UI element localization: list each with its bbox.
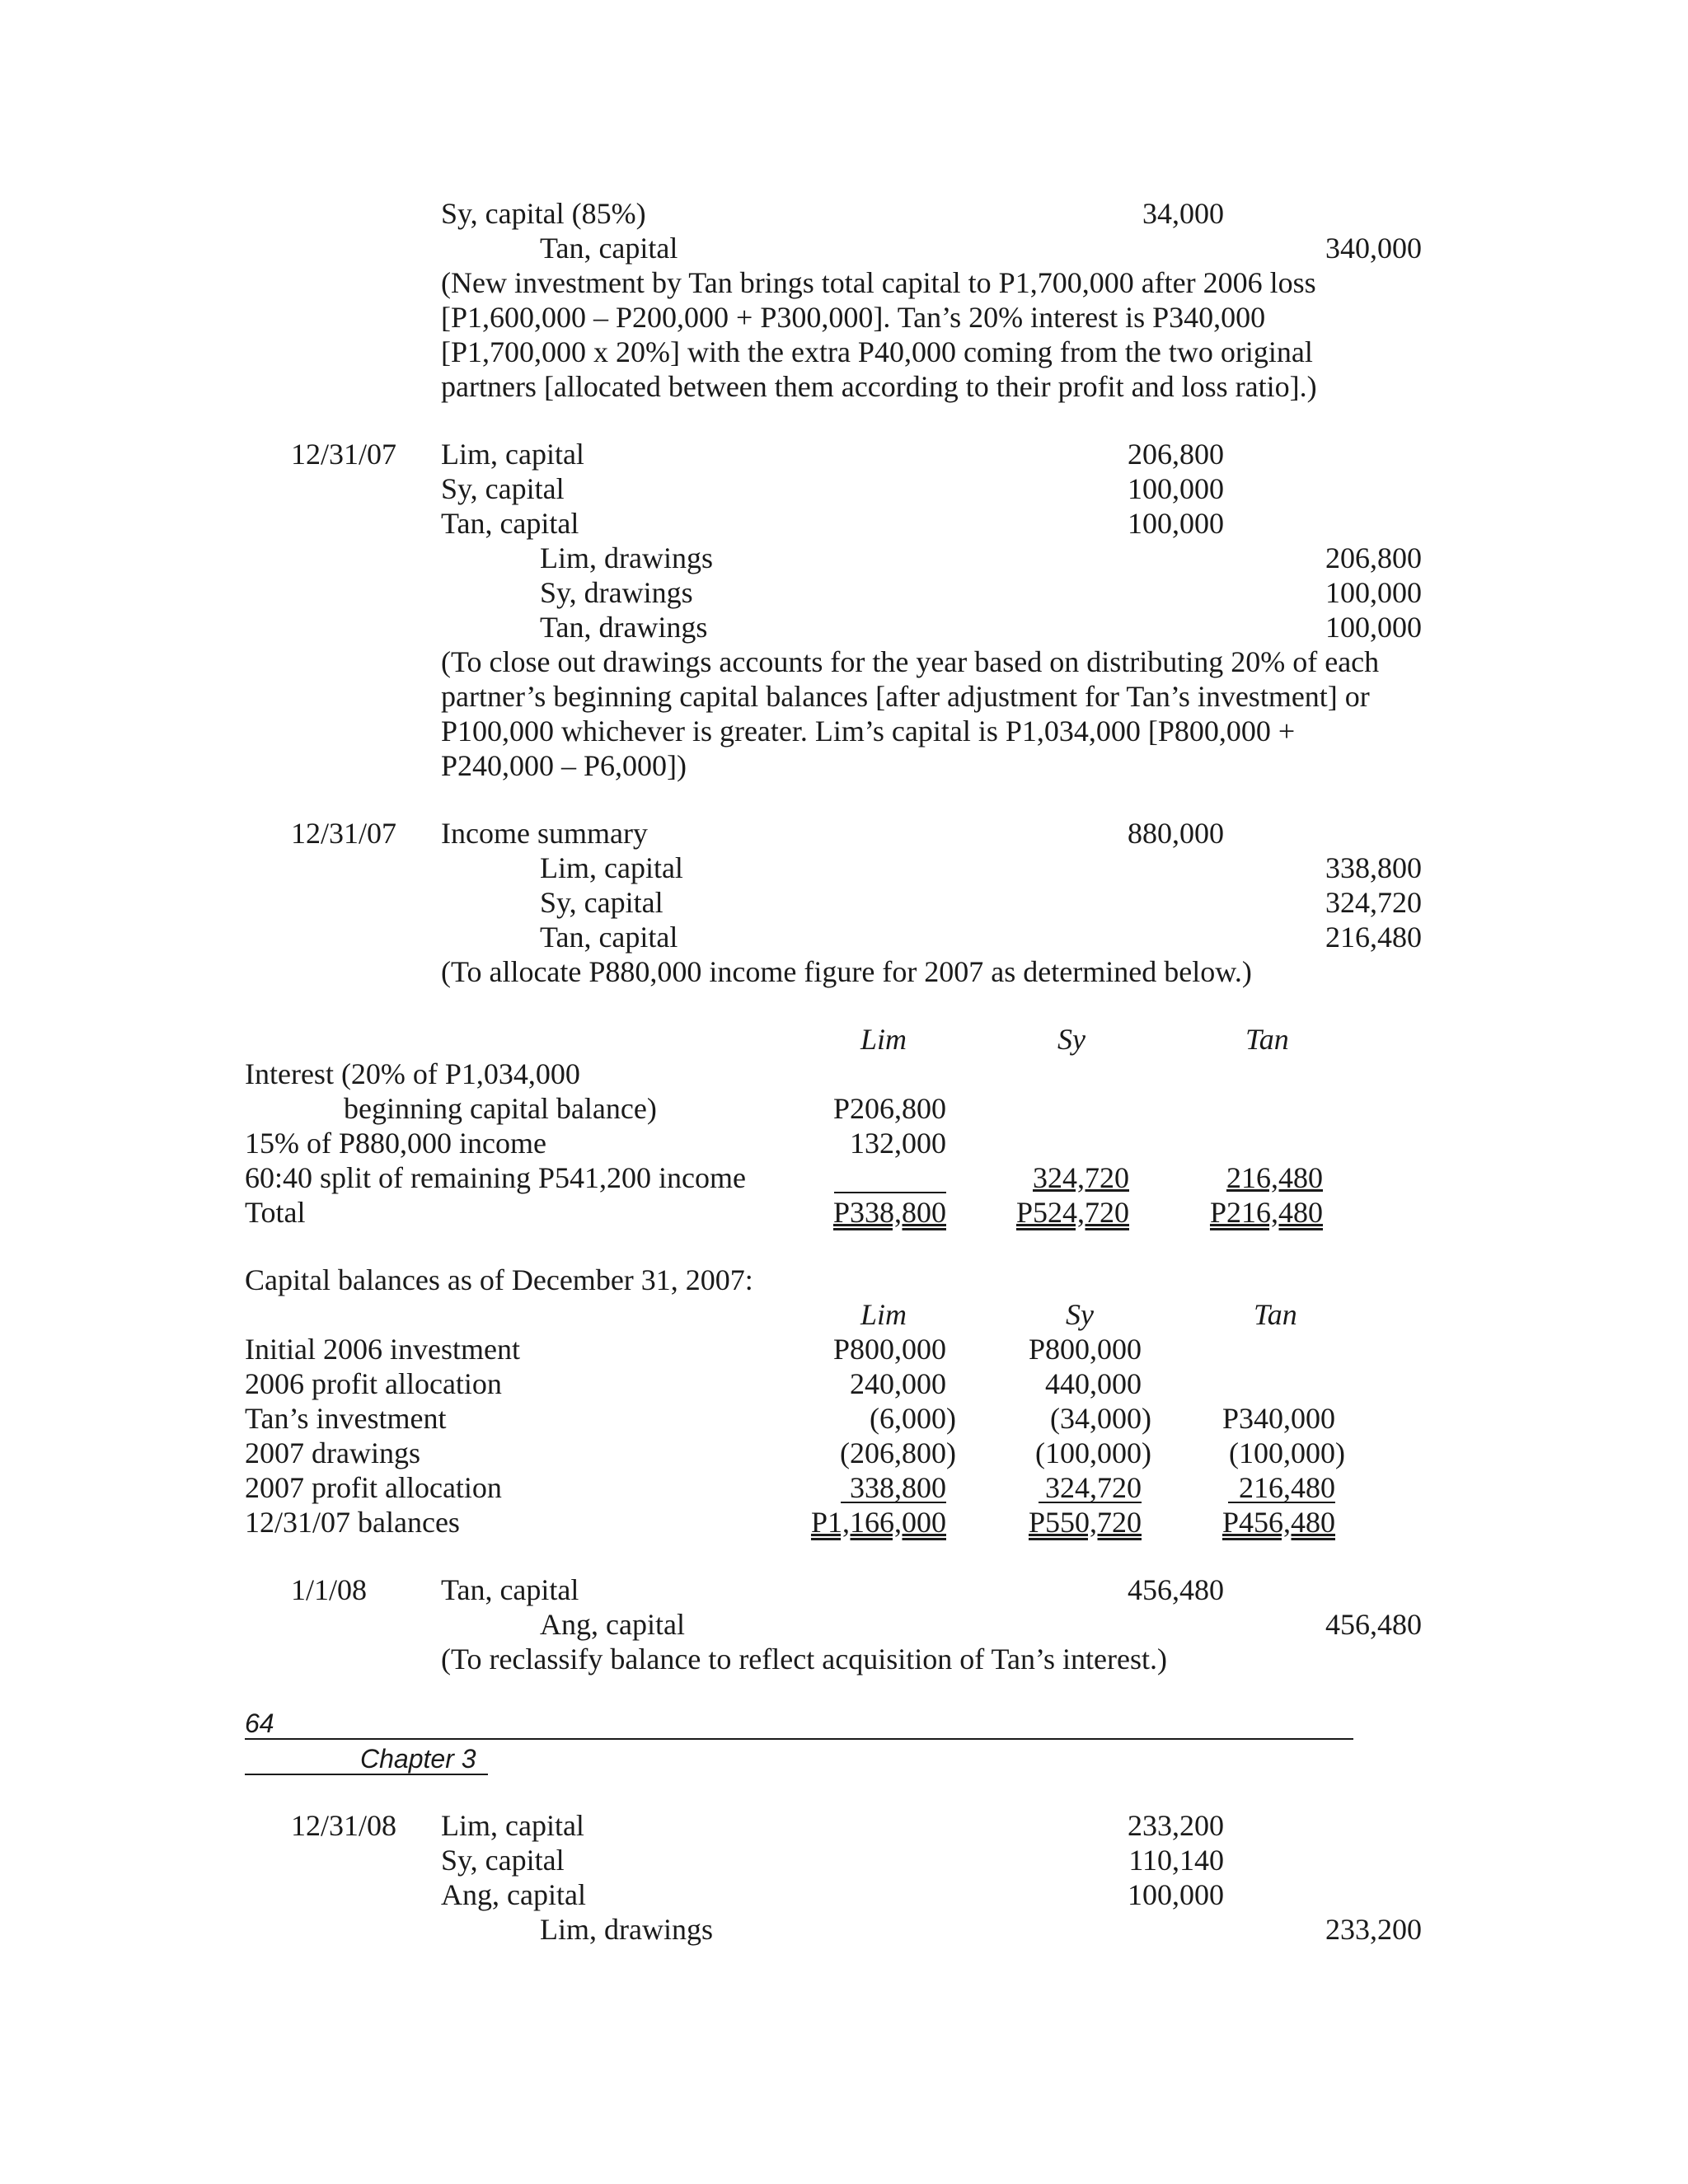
cell-sy: 324,720 (1033, 1161, 1129, 1194)
column-header-sy: Sy (1057, 1023, 1085, 1056)
account-name: Sy, capital (540, 886, 663, 919)
account-name: Ang, capital (441, 1878, 586, 1911)
cell-sy-total: P524,720 (1015, 1196, 1129, 1229)
credit-amount: 340,000 (1325, 232, 1422, 265)
cell-tan: 216,480 (1239, 1471, 1335, 1504)
account-name: Lim, drawings (540, 1913, 713, 1946)
debit-amount: 880,000 (1128, 817, 1224, 850)
row-label: Total (245, 1196, 306, 1229)
account-name: Tan, drawings (540, 611, 708, 644)
credit-amount: 233,200 (1325, 1913, 1422, 1946)
account-name: Lim, capital (441, 438, 584, 471)
account-name: Sy, capital (441, 1844, 565, 1877)
cell-sy: P800,000 (1028, 1333, 1142, 1366)
account-name: Tan, capital (540, 921, 678, 954)
debit-amount: 100,000 (1128, 1878, 1224, 1911)
column-header-tan: Tan (1254, 1298, 1297, 1331)
account-name: Income summary (441, 817, 648, 850)
cell-sy-total: P550,720 (1028, 1506, 1142, 1539)
cell-lim: (206,800) (840, 1436, 956, 1469)
column-header-tan: Tan (1245, 1023, 1289, 1056)
credit-amount: 206,800 (1325, 541, 1422, 574)
entry-note: [P1,700,000 x 20%] with the extra P40,000 coming from the two original (441, 335, 1313, 368)
cell-lim: 132,000 (850, 1127, 946, 1160)
entry-note: [P1,600,000 – P200,000 + P300,000]. Tan’s 20% interest is P340,000 (441, 301, 1266, 334)
debit-amount: 456,480 (1128, 1573, 1224, 1606)
cell-lim: (6,000) (870, 1402, 956, 1435)
debit-amount: 100,000 (1128, 507, 1224, 540)
page-number: 64 (245, 1708, 274, 1738)
account-name: Sy, drawings (540, 576, 693, 609)
cell-lim: 338,800 (850, 1471, 946, 1504)
column-header-sy: Sy (1066, 1298, 1094, 1331)
credit-amount: 324,720 (1325, 886, 1422, 919)
cell-lim: P800,000 (832, 1333, 946, 1366)
divider (245, 1738, 1353, 1740)
entry-note: partners [allocated between them according to their profit and loss ratio].) (441, 370, 1317, 403)
credit-amount: 456,480 (1325, 1608, 1422, 1641)
account-name: Lim, capital (441, 1809, 584, 1842)
entry-note: partner’s beginning capital balances [after adjustment for Tan’s investment] or (441, 680, 1370, 713)
cell-tan-total: P216,480 (1209, 1196, 1323, 1229)
column-header-lim: Lim (860, 1023, 907, 1056)
credit-amount: 100,000 (1325, 611, 1422, 644)
debit-amount: 34,000 (1142, 197, 1224, 230)
entry-date: 1/1/08 (291, 1573, 368, 1606)
cell-tan: 216,480 (1226, 1161, 1323, 1194)
account-name: Tan, capital (441, 1573, 579, 1606)
account-name: Sy, capital (441, 472, 565, 505)
row-label: beginning capital balance) (344, 1092, 657, 1125)
cell-lim: 240,000 (850, 1367, 946, 1400)
credit-amount: 216,480 (1325, 921, 1422, 954)
cell-sy: (34,000) (1050, 1402, 1151, 1435)
cell-sy: 440,000 (1045, 1367, 1142, 1400)
cell-tan-total: P456,480 (1221, 1506, 1335, 1539)
cell-lim-total: P338,800 (832, 1196, 946, 1229)
table-title: Capital balances as of December 31, 2007: (245, 1263, 753, 1296)
entry-note: (New investment by Tan brings total capital to P1,700,000 after 2006 loss (441, 266, 1316, 299)
account-name: Tan, capital (540, 232, 678, 265)
row-label: 2007 profit allocation (245, 1471, 502, 1504)
divider (245, 1774, 488, 1775)
entry-note: P100,000 whichever is greater. Lim’s capital is P1,034,000 [P800,000 + (441, 715, 1296, 748)
row-label: 2007 drawings (245, 1436, 420, 1469)
account-name: Lim, capital (540, 851, 683, 884)
account-name: Tan, capital (441, 507, 579, 540)
debit-amount: 206,800 (1128, 438, 1224, 471)
entry-note: (To close out drawings accounts for the year based on distributing 20% of each (441, 645, 1380, 678)
debit-amount: 110,140 (1128, 1844, 1224, 1877)
account-name: Sy, capital (85%) (441, 197, 646, 230)
entry-date: 12/31/08 (291, 1809, 397, 1842)
account-name: Ang, capital (540, 1608, 685, 1641)
cell-lim-total: P1,166,000 (810, 1506, 946, 1539)
cell-sy: (100,000) (1035, 1436, 1151, 1469)
row-label: 60:40 split of remaining P541,200 income (245, 1161, 746, 1194)
row-label: 15% of P880,000 income (245, 1127, 546, 1160)
entry-note: (To allocate P880,000 income figure for 2007 as determined below.) (441, 955, 1252, 988)
credit-amount: 100,000 (1325, 576, 1422, 609)
row-label: Tan’s investment (245, 1402, 447, 1435)
entry-note: (To reclassify balance to reflect acquisition of Tan’s interest.) (441, 1643, 1167, 1675)
row-label: Initial 2006 investment (245, 1333, 520, 1366)
cell-lim: P206,800 (832, 1092, 946, 1125)
cell-tan: (100,000) (1229, 1436, 1345, 1469)
entry-date: 12/31/07 (291, 817, 397, 850)
chapter-label: Chapter 3 (360, 1744, 476, 1774)
cell-tan: P340,000 (1221, 1402, 1335, 1435)
debit-amount: 233,200 (1128, 1809, 1224, 1842)
row-label: 12/31/07 balances (245, 1506, 460, 1539)
underline-rule (834, 1192, 946, 1193)
row-label: Interest (20% of P1,034,000 (245, 1057, 580, 1090)
debit-amount: 100,000 (1128, 472, 1224, 505)
cell-sy: 324,720 (1045, 1471, 1142, 1504)
credit-amount: 338,800 (1325, 851, 1422, 884)
entry-note: P240,000 – P6,000]) (441, 749, 687, 782)
row-label: 2006 profit allocation (245, 1367, 502, 1400)
column-header-lim: Lim (860, 1298, 907, 1331)
account-name: Lim, drawings (540, 541, 713, 574)
entry-date: 12/31/07 (291, 438, 397, 471)
